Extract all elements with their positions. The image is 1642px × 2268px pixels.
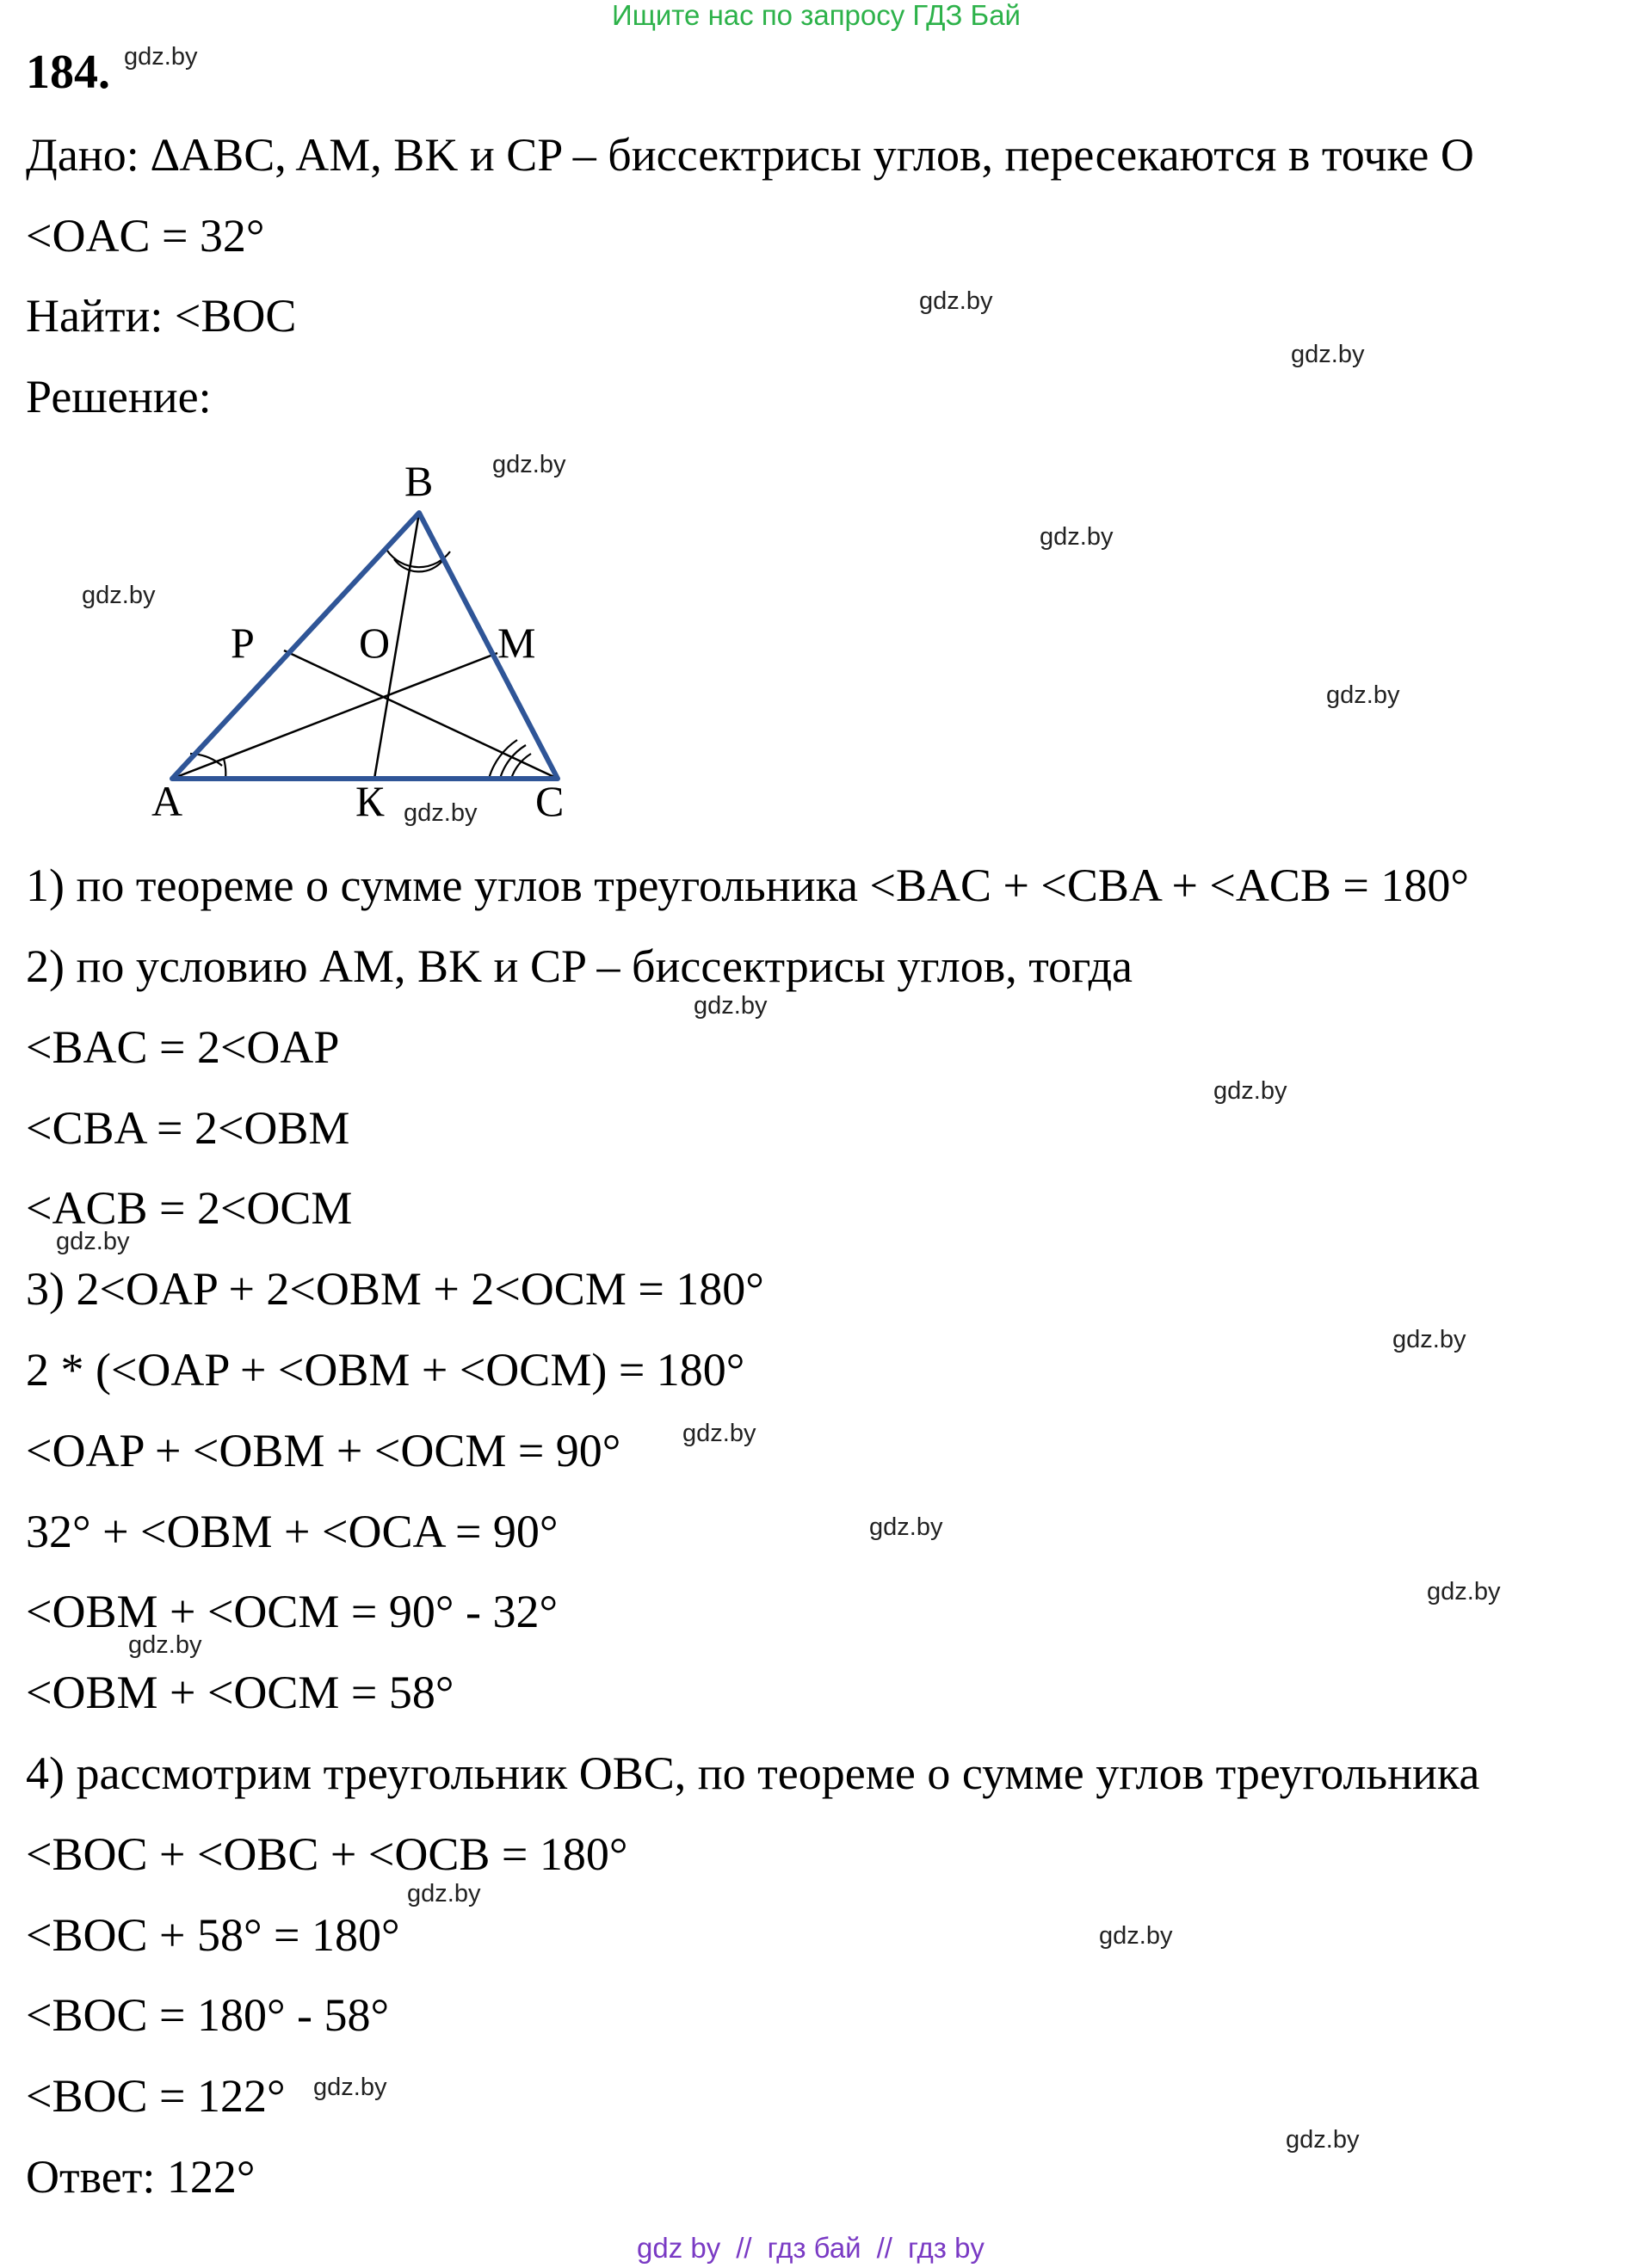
vertex-c-label: C <box>535 777 565 825</box>
vertex-b-label: B <box>404 457 434 505</box>
step-line: 3) 2<OAP + 2<OBM + 2<OCM = 180° <box>26 1263 764 1315</box>
solution-heading: Решение: <box>26 371 212 422</box>
watermark: gdz.by <box>694 992 768 1020</box>
watermark: gdz.by <box>492 451 566 478</box>
watermark: gdz.by <box>313 2074 387 2101</box>
step-line: <CBA = 2<OBM <box>26 1102 350 1154</box>
watermark: gdz.by <box>82 582 156 609</box>
step-line: <OBM + <OCM = 90° - 32° <box>26 1586 559 1637</box>
step-line: <BOC = 122° <box>26 2070 286 2122</box>
watermark: gdz.by <box>1099 1922 1173 1950</box>
point-k-label: К <box>355 777 385 825</box>
footer-link-gdz-bai[interactable]: гдз бай <box>767 2232 861 2264</box>
step-line: 32° + <OBM + <OCA = 90° <box>26 1506 559 1557</box>
point-p-label: P <box>231 619 255 667</box>
footer-link-gdz-by-ru[interactable]: гдз by <box>907 2232 985 2264</box>
arc-a-1 <box>224 759 225 779</box>
problem-number: 184. <box>26 46 110 99</box>
watermark: gdz.by <box>128 1631 202 1659</box>
watermark: gdz.by <box>1427 1578 1501 1605</box>
watermark: gdz.by <box>1326 681 1400 709</box>
step-line: 1) по теореме о сумме углов треугольника <BAC + <CBA + <ACB = 180° <box>26 860 1469 911</box>
bisector-cp <box>284 650 558 779</box>
footer-separator: // <box>736 2232 752 2264</box>
footer-link-gdz-by[interactable]: gdz by <box>637 2232 721 2264</box>
watermark: gdz.by <box>682 1420 756 1447</box>
watermark: gdz.by <box>1286 2126 1360 2154</box>
watermark: gdz.by <box>56 1228 130 1255</box>
step-line: 2) по условию AM, BK и CP – биссектрисы углов, тогда <box>26 940 1133 992</box>
step-line: 2 * (<OAP + <OBM + <OCM) = 180° <box>26 1344 745 1396</box>
step-line: <OAP + <OBM + <OCM = 90° <box>26 1425 621 1476</box>
step-line: <BOC = 180° - 58° <box>26 1989 390 2041</box>
watermark: gdz.by <box>1392 1326 1466 1353</box>
arc-b-2 <box>394 559 442 571</box>
step-line: <ACB = 2<OCM <box>26 1182 353 1234</box>
watermark: gdz.by <box>1291 341 1365 368</box>
vertex-a-label: A <box>151 777 183 825</box>
watermark: gdz.by <box>919 287 993 315</box>
step-line: <BOC + 58° = 180° <box>26 1909 400 1961</box>
given-line: Дано: ∆ABC, AM, BK и CP – биссектрисы углов, пересекаются в точке O <box>26 129 1474 181</box>
watermark: gdz.by <box>1040 523 1114 551</box>
watermark: gdz.by <box>869 1513 943 1541</box>
watermark: gdz.by <box>407 1880 481 1907</box>
watermark: gdz.by <box>1213 1077 1287 1105</box>
header-search-link[interactable]: Ищите нас по запросу ГДЗ Бай <box>612 0 1021 31</box>
watermark: gdz.by <box>404 799 478 827</box>
step-line: <OBM + <OCM = 58° <box>26 1667 454 1718</box>
point-o-label: O <box>359 619 391 667</box>
point-m-label: M <box>497 619 536 667</box>
answer-line: Ответ: 122° <box>26 2151 256 2203</box>
footer-links <box>637 2233 985 2264</box>
step-line: <BAC = 2<OAP <box>26 1021 340 1073</box>
bisector-am <box>172 653 497 779</box>
step-line: 4) рассмотрим треугольник OBC, по теореме о сумме углов треугольника <box>26 1747 1480 1799</box>
problem-source: gdz.by <box>124 43 198 71</box>
given-angle: <OAC = 32° <box>26 210 265 262</box>
step-line: <BOC + <OBC + <OCB = 180° <box>26 1828 628 1880</box>
find-line: Найти: <BOC <box>26 290 297 342</box>
footer-separator: // <box>876 2232 892 2264</box>
